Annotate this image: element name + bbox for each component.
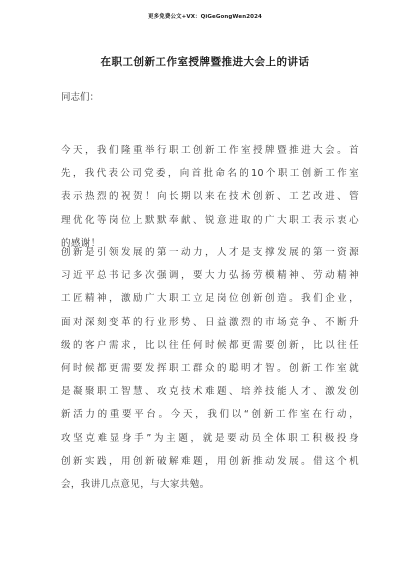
paragraph-line: 的感谢！	[61, 237, 101, 249]
paragraph-line: 创新是引领发展的第一动力，人才是支撑发展的第一资源	[61, 247, 359, 258]
paragraph-line: 级的客户需求，比以往任何时候都更需要创新，比以往任	[61, 339, 359, 351]
paragraph-innovation	[61, 241, 359, 496]
header-watermark-note: 更多免费公文+VX：QiGeGongWen2024	[148, 14, 262, 20]
paragraph-line: 工匠精神，激励广大职工立足岗位创新创造。我们企业，	[61, 293, 359, 305]
paragraph-line: 今天，我们隆重举行职工创新工作室授牌暨推进大会。首	[61, 145, 359, 156]
paragraph-line: 是凝聚职工智慧、攻克技术难题、培养技能人才、激发创	[61, 386, 359, 398]
paragraph-line: 习近平总书记多次强调，要大力弘扬劳模精神、劳动精神	[61, 270, 359, 282]
paragraph-line: 理优化等岗位上默默奉献、锐意进取的广大职工表示衷心	[61, 214, 359, 226]
paragraph-line: 创新实践，用创新破解难题，用创新推动发展。借这个机	[61, 455, 359, 467]
paragraph-opening	[61, 139, 359, 255]
document-title: 在职工创新工作室授牌暨推进大会上的讲话	[100, 56, 310, 68]
paragraph-line: 何时候都更需要发挥职工群众的聪明才智。创新工作室就	[61, 362, 359, 374]
paragraph-line: 表示热烈的祝贺！向长期以来在技术创新、工艺改进、管	[61, 191, 359, 203]
paragraph-line: 面对深刻变革的行业形势、日益激烈的市场竞争、不断升	[61, 316, 359, 328]
paragraph-line: 会，我讲几点意见，与大家共勉。	[61, 478, 210, 490]
paragraph-line: 新活力的重要平台。今天，我们以“创新工作室在行动，	[61, 409, 359, 421]
salutation: 同志们：	[61, 92, 100, 103]
paragraph-line: 先，我代表公司党委，向首批命名的10个职工创新工作室	[61, 168, 359, 180]
paragraph-line: 攻坚克难显身手”为主题，就是要动员全体职工积极投身	[61, 432, 359, 444]
